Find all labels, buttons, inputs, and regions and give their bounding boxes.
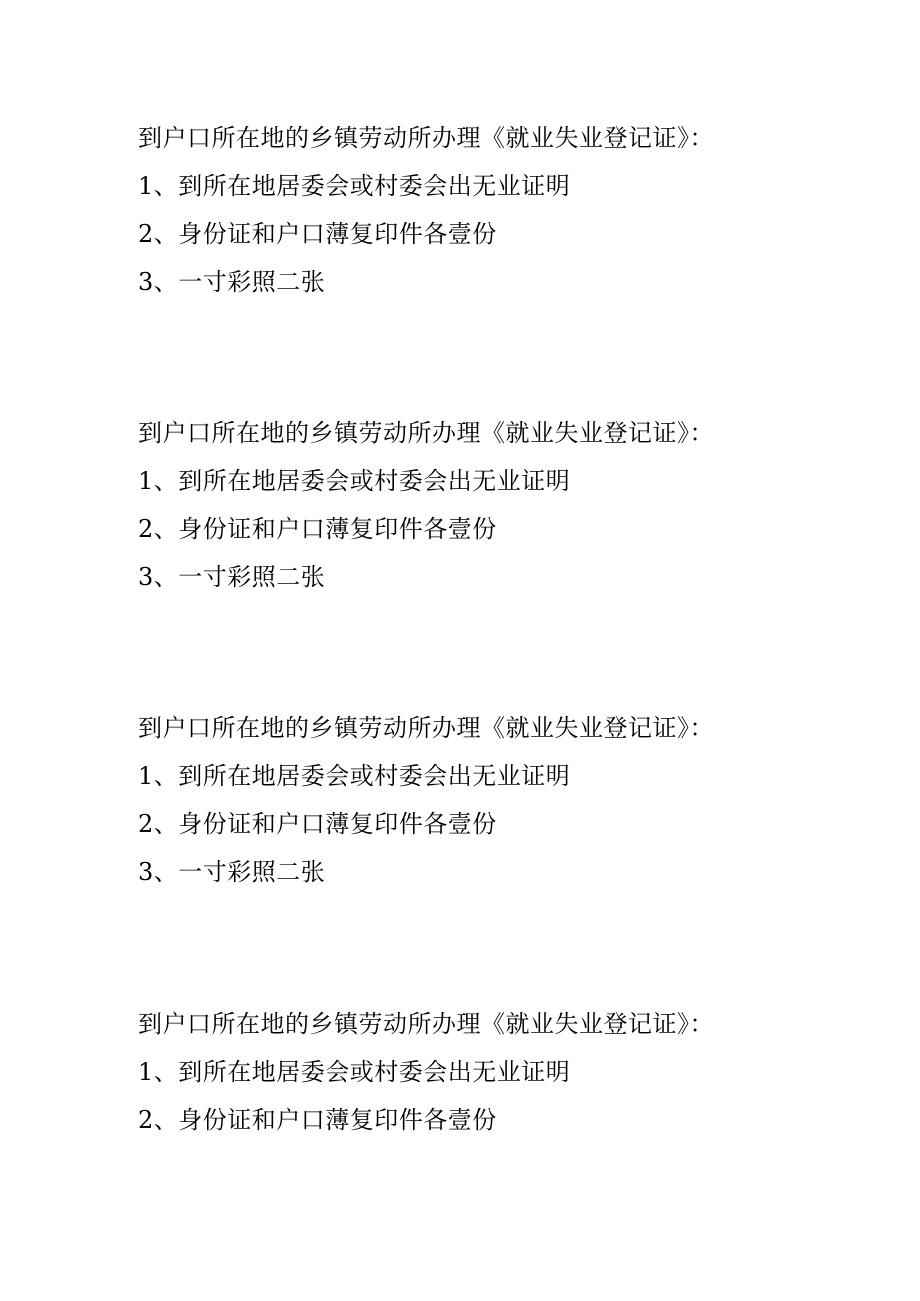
list-item: 3、一寸彩照二张 [138,858,326,886]
list-item: 1、到所在地居委会或村委会出无业证明 [138,467,571,495]
list-item: 3、一寸彩照二张 [138,563,326,591]
list-item: 2、身份证和户口薄复印件各壹份 [138,515,497,543]
block-heading: 到户口所在地的乡镇劳动所办理《就业失业登记证》： [138,714,714,742]
block-heading: 到户口所在地的乡镇劳动所办理《就业失业登记证》： [138,1010,714,1038]
list-item: 1、到所在地居委会或村委会出无业证明 [138,172,571,200]
list-item: 1、到所在地居委会或村委会出无业证明 [138,1058,571,1086]
list-item: 2、身份证和户口薄复印件各壹份 [138,1106,497,1134]
list-item: 2、身份证和户口薄复印件各壹份 [138,220,497,248]
block-heading: 到户口所在地的乡镇劳动所办理《就业失业登记证》： [138,419,714,447]
instruction-block-3 [138,714,878,886]
list-item: 1、到所在地居委会或村委会出无业证明 [138,762,571,790]
list-item: 3、一寸彩照二张 [138,268,326,296]
list-item: 2、身份证和户口薄复印件各壹份 [138,810,497,838]
block-heading: 到户口所在地的乡镇劳动所办理《就业失业登记证》： [138,124,714,152]
instruction-block-1 [138,124,878,296]
instruction-block-2 [138,419,878,591]
instruction-block-4 [138,1010,878,1134]
